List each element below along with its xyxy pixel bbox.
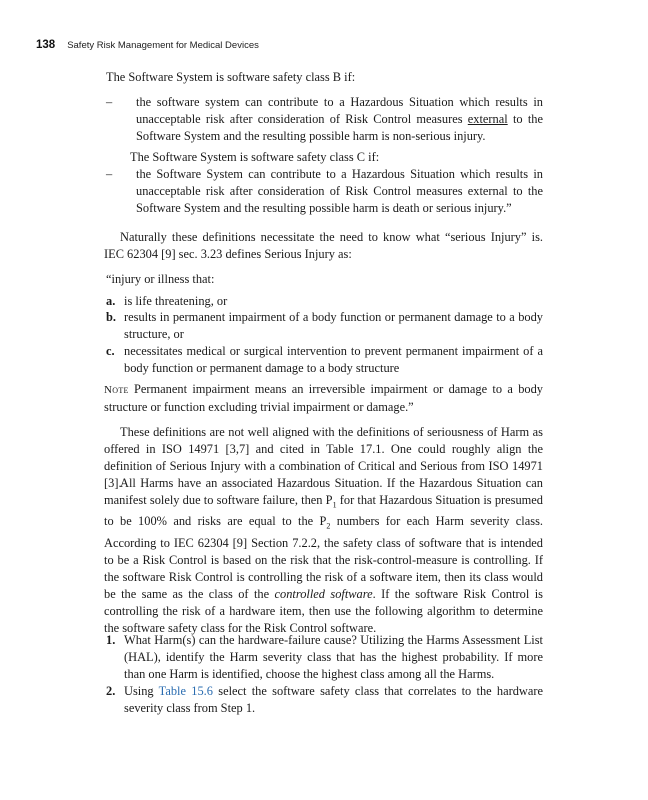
underlined-word: external: [467, 112, 508, 126]
item-label: b.: [106, 310, 116, 324]
dash-marker: –: [106, 167, 113, 181]
note-label: Note: [104, 384, 129, 396]
definition-item-a: [106, 293, 543, 310]
note-paragraph: Note Permanent impairment means an irreversible impairment or damage to a body structure or function excluding trivial impairment or damage.”: [104, 382, 543, 414]
class-b-intro: The Software System is software safety class B if:: [106, 70, 356, 84]
definition-item-b: [106, 309, 543, 343]
paragraph-serious-injury: Naturally these definitions necessitate the need to know what “serious Injury” is. IEC 62304 [9] sec. 3.23 defines Serious Injury as:: [104, 230, 543, 261]
class-c-text: the Software System can contribute to a Hazardous Situation which results in unacceptable risk after consideration of Risk Control measures external to the Software System and the resulting possible harm is death or serious injury.”: [136, 167, 543, 215]
class-c-item: [106, 166, 543, 217]
table-reference-link[interactable]: Table 15.6: [158, 684, 213, 698]
paragraph-alignment: These definitions are not well aligned with the definitions of seriousness of Harm as offered in ISO 14971 [3,7] and cited in Table 17.1. One could roughly align the definition of Serious Injury with a combination of Critical and Serious from ISO 14971 [3].: [104, 425, 543, 490]
item-text: is life threatening, or: [124, 294, 228, 308]
step-1: [106, 632, 543, 683]
dash-marker: –: [106, 95, 113, 109]
class-b-text: the software system can contribute to a Hazardous Situation which results in unacceptable risk after consideration of Risk Control measures external to the Software System and the resulting possible harm is non-serious injury.: [136, 95, 543, 143]
class-c-intro: The Software System is software safety class C if:: [130, 150, 380, 164]
running-title: Safety Risk Management for Medical Devices: [67, 40, 259, 51]
class-b-item: [106, 94, 543, 145]
step-2: [106, 683, 543, 717]
page-number: 138: [36, 39, 56, 51]
step-text: Using Table 15.6 select the software safety class that correlates to the hardware severity class from Step 1.: [124, 684, 543, 715]
running-header: [36, 39, 259, 55]
definition-item-c: [106, 343, 543, 377]
step-label: 1.: [106, 633, 116, 647]
step-text: What Harm(s) can the hardware-failure cause? Utilizing the Harms Assessment List (HAL), identify the Harm severity class that has the highest probability. If more than one Harm is identified, choose the highest class among all the Harms.: [124, 633, 543, 681]
item-label: c.: [106, 344, 115, 358]
step-label: 2.: [106, 684, 116, 698]
paragraph-hazardous-situation: All Harms have an associated Hazardous Situation. If the Hazardous Situation can manifest solely due to software failure, then $P_1$ for that Hazardous Situation is presumed to be 100% and risks are equal to the $P_2$ numbers for each Harm severity class. According to IEC 62304 [9] Section 7.2.2, the safety class of software that is intended to be a Risk Control is based on the risk that the risk-control-measure is controlling. If the software Risk Control is controlling the risk of a software item, then its class would be the same as the class of the controlled software. If the software Risk Control is controlling the risk of a hardware item, then use the following algorithm to determine the software safety class for the Risk Control software.: [104, 476, 543, 635]
item-text: necessitates medical or surgical intervention to prevent permanent impairment of a body function or permanent damage to a body structure: [124, 344, 543, 375]
italic-term: controlled software: [274, 586, 373, 601]
item-text: results in permanent impairment of a body function or permanent damage to a body structure, or: [124, 310, 543, 341]
item-label: a.: [106, 294, 116, 308]
definition-intro: “injury or illness that:: [106, 272, 215, 286]
